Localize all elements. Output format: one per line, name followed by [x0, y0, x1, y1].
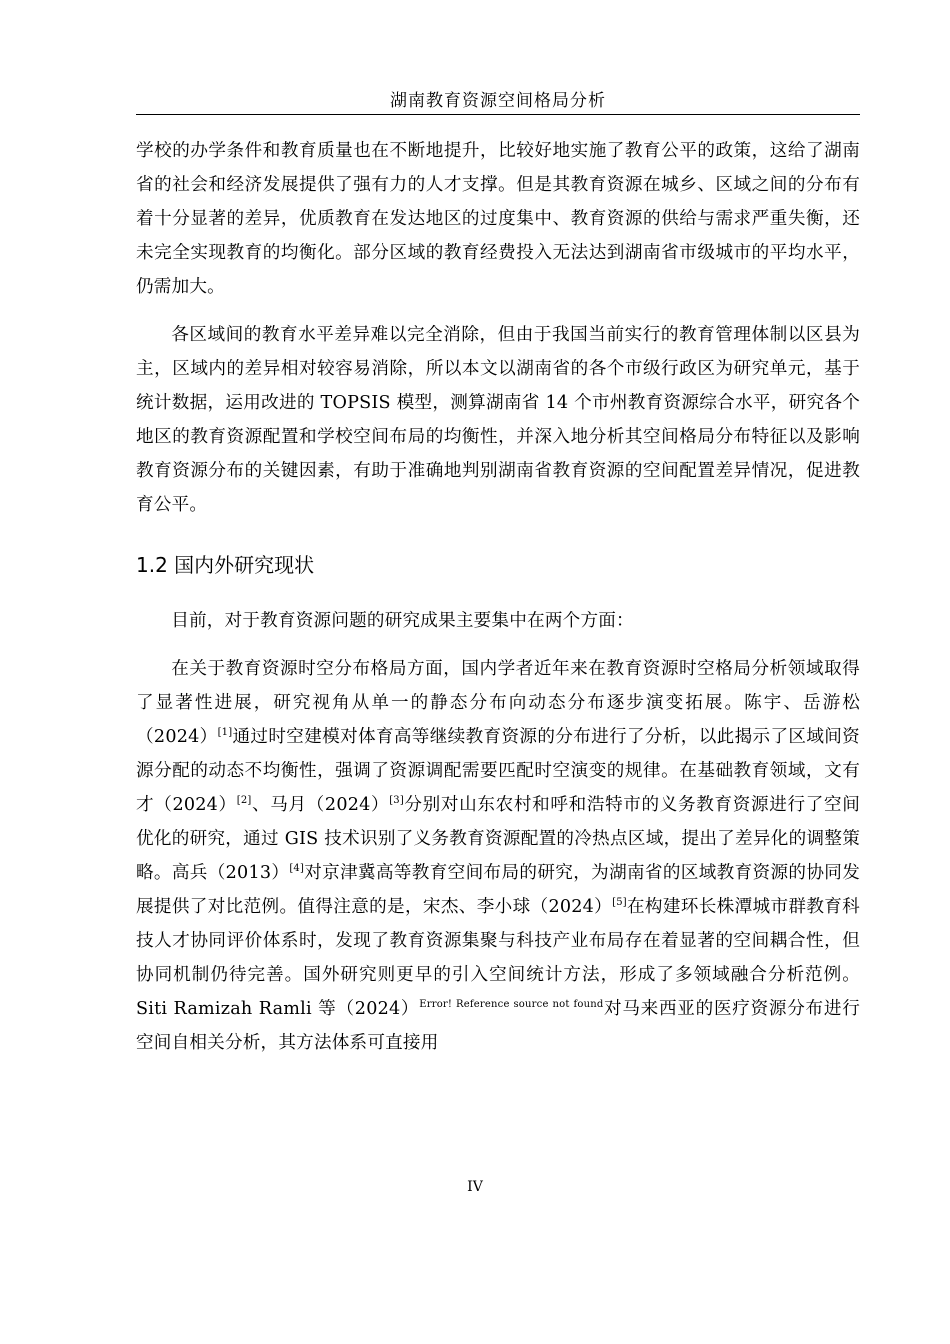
citation-3[interactable]: [3]: [389, 795, 404, 806]
section-heading: 1.2 国内外研究现状: [136, 553, 315, 577]
citation-5[interactable]: [5]: [612, 897, 627, 908]
paragraph-1: 学校的办学条件和教育质量也在不断地提升，比较好地实施了教育公平的政策，这给了湖南省的社会和经济发展提供了强有力的人才支撑。但是其教育资源在城乡、区域之间的分布有着十分显著的差异，优质教育在发达地区的过度集中、教育资源的供给与需求严重失衡，还未完全实现教育的均衡化。部分区域的教育经费投入无法达到湖南省市级城市的平均水平，仍需加大。: [136, 141, 860, 297]
citation-1[interactable]: [1]: [217, 727, 233, 738]
paragraph-4-text: 对马来西亚的医疗资源分布进行空间自相关分析，其方法体系可直接用: [136, 999, 861, 1053]
body-text: [136, 134, 860, 1060]
citation-2[interactable]: [2]: [236, 795, 252, 806]
page-number: IV: [467, 1179, 483, 1195]
paragraph-4-text: 通过时空建模对体育高等继续教育资源的分布进行了分析，以此揭示了区域间资源分配的动态不均衡性，强调了资源调配需要匹配时空演变的规律。在基础教育领域，文有才（2024）: [136, 727, 860, 815]
paragraph-4-text: 在构建环长株潭城市群教育科技人才协同评价体系时，发现了教育资源集聚与科技产业布局存在着显著的空间耦合性，但协同机制仍待完善。国外研究则更早的引入空间统计方法，形成了多领域融合分析范例。Siti Ramizah Ramli 等（2024）: [136, 897, 860, 1019]
paragraph-4: [136, 652, 860, 1060]
header-rule: [136, 114, 860, 115]
citation-error[interactable]: Error! Reference source not found: [419, 999, 604, 1010]
citation-4[interactable]: [4]: [289, 863, 305, 874]
running-header: 湖南教育资源空间格局分析: [390, 91, 606, 111]
paragraph-4-text: 分别对山东农村和呼和浩特市的义务教育资源进行了空间优化的研究，通过 GIS 技术识别了义务教育资源配置的冷热点区域，提出了差异化的调整策略。高兵（2013）: [136, 795, 860, 883]
paragraph-3: 目前，对于教育资源问题的研究成果主要集中在两个方面：: [171, 611, 634, 631]
paragraph-2: 各区域间的教育水平差异难以完全消除，但由于我国当前实行的教育管理体制以区县为主，区域内的差异相对较容易消除，所以本文以湖南省的各个市级行政区为研究单元，基于统计数据，运用改进的 TOPSIS 模型，测算湖南省 14 个市州教育资源综合水平，研究各个地区的教育资源配置和学校空间布局的均衡性，并深入地分析其空间格局分布特征以及影响教育资源分布的关键因素，有助于准确地判别湖南省教育资源的空间配置差异情况，促进教育公平。: [136, 325, 860, 515]
paragraph-4-text: 对京津冀高等教育空间布局的研究，为湖南省的区域教育资源的协同发展提供了对比范例。值得注意的是，宋杰、李小球（2024）: [136, 863, 860, 917]
paragraph-4-text: 在关于教育资源时空分布格局方面，国内学者近年来在教育资源时空格局分析领域取得了显著性进展，研究视角从单一的静态分布向动态分布逐步演变拓展。陈宇、岳游松（2024）: [136, 659, 860, 747]
paragraph-4-text: 、马月（2024）: [251, 795, 390, 815]
